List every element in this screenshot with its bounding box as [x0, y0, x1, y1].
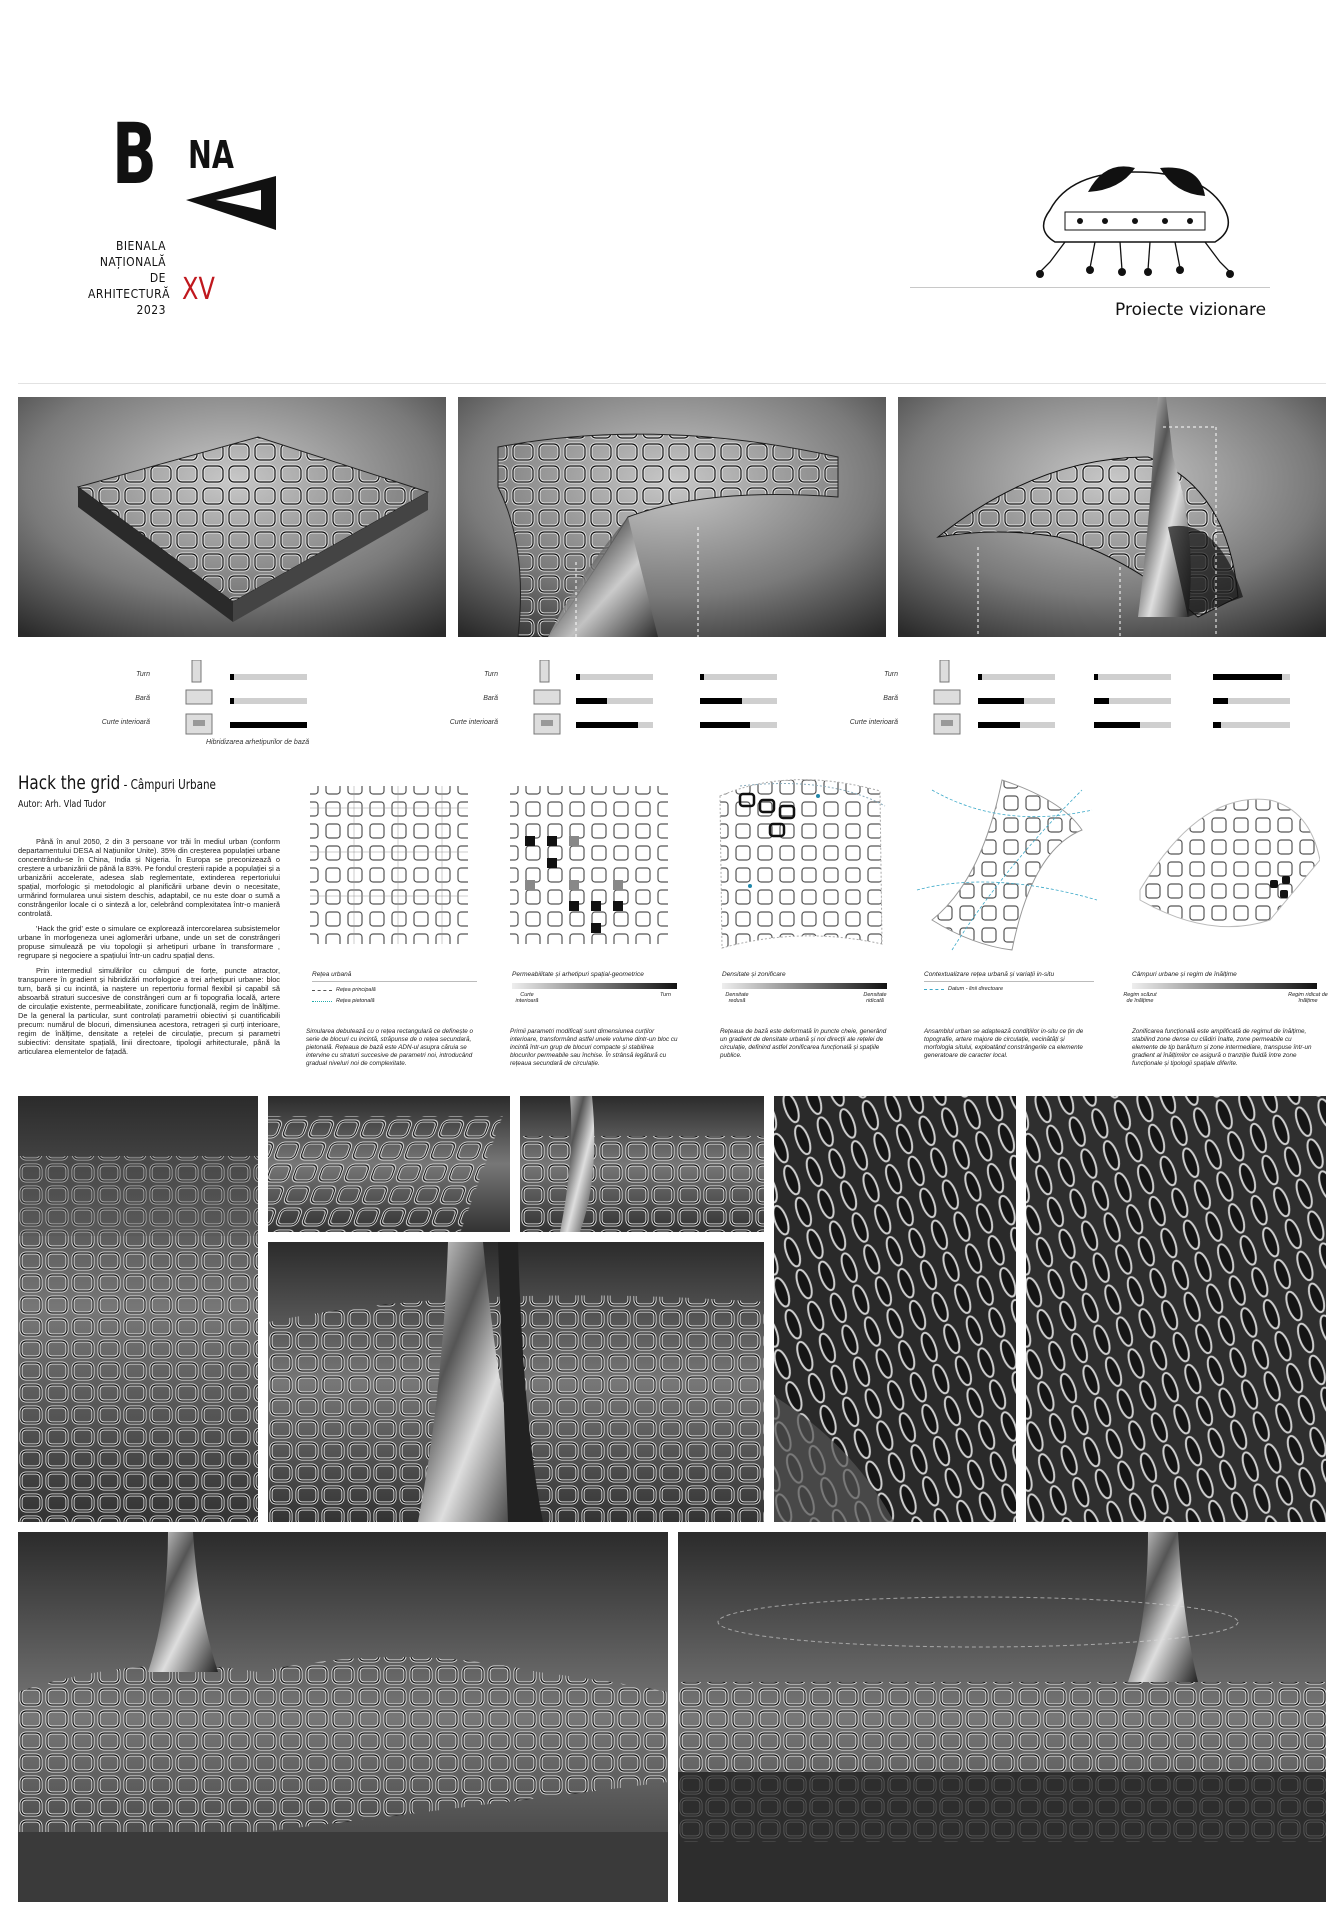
bar-fill: [230, 698, 234, 704]
bar-fill: [1213, 698, 1228, 704]
description-paragraph: Prin intermediul simulărilor cu câmpuri de forțe, puncte atractor, transpunere în gradient și hibridizări morfologice a trei arhetipuri urbane: bloc turn, bară și cu incintă, ia naștere un repertoriu formal flexibil și capabil să absoarbă straturi succesive de constrângeri cum ar fi topografia locală, artere de circulație existente, permeabilitate, zonificare funcțională, regim de înălțime. De la general la particular, sunt controlați parametrii obiectivi și cuantificabili precum: numărul de blocuri, dimensiunea acestora, retrageri și curți interioare, regim de înălțime, densitate a rețelei de circulație, precum și parametri subiectivi: densitate spațială, linii directoare, tipologii arhitecturale, până la articularea elementelor de fațadă.: [18, 966, 280, 1056]
render-facade-weave-1: [774, 1096, 1016, 1522]
header-divider: [18, 383, 1326, 384]
context-warped-drawing: [912, 770, 1102, 960]
render-grid-initial: [18, 397, 446, 637]
label-underline: [312, 981, 477, 982]
render-tower-closeup: [268, 1242, 764, 1522]
legend-datum: Datum - linii directoare: [948, 986, 1004, 992]
bar-curte: [1094, 722, 1171, 728]
legend-line-main: [312, 990, 332, 991]
bar-fill: [1094, 674, 1098, 680]
bar-turn: [978, 674, 1055, 680]
bar-fill: [978, 698, 1024, 704]
logo-line: NAȚIONALĂ: [99, 255, 166, 269]
typology-chart-3: [838, 655, 1298, 745]
diagram-height-regime: [1120, 770, 1330, 1076]
scale-left: Densitate redusă: [725, 992, 749, 1004]
bar-curte: [700, 722, 777, 728]
legend-main: Rețea principală: [336, 987, 376, 993]
scale-left: Curte interioară: [515, 992, 539, 1004]
typology-chart-2: [438, 655, 778, 745]
logo-a-shape: [186, 176, 276, 230]
diagram-label: Câmpuri urbane și regim de înălțime: [1132, 971, 1237, 978]
legend-pedestrian: Rețea pietonală: [336, 998, 375, 1004]
height-field-drawing: [1120, 770, 1320, 960]
bar-fill: [700, 722, 750, 728]
diagram-caption: Rețeaua de bază este deformată în puncte cheie, generând un gradient de densitate urbană și noi direcții ale rețelei de circulație, definind astfel zonificarea funcțională și spațiile publice.: [720, 1028, 887, 1059]
category-label: Proiecte vizionare: [1115, 300, 1267, 320]
bar-bara: [576, 698, 653, 704]
logo-line: ARHITECTURĂ: [88, 287, 171, 301]
bar-fill: [700, 698, 742, 704]
logo: [88, 105, 298, 342]
typology-label: Curte interioară: [101, 719, 150, 726]
gradient-scale: [1132, 983, 1317, 989]
logo-xv: XV: [182, 272, 215, 307]
typology-label: Bară: [883, 695, 898, 702]
typology-label: Curte interioară: [449, 719, 498, 726]
logo-text: [88, 238, 171, 318]
bar-fill: [230, 722, 307, 728]
bar-curte: [576, 722, 653, 728]
diagram-caption: Simularea debutează cu o rețea rectangulară ce definește o serie de blocuri cu incintă, străpunse de o rețea secundară, pietonală. Rețeaua de bază este ADN-ul asupra căruia se intervine cu straturi succesive de parametri noi, introducând gradual niveluri noi de complexitate.: [306, 1028, 473, 1067]
diagram-caption: Ansamblul urban se adaptează condițiilor in-situ ce țin de topografie, artere majore de circulație, vecinătăți și morfologia sitului, exploatând constrângerile ca elemente generatoare de caracter local.: [924, 1028, 1084, 1059]
description-paragraph: 'Hack the grid' este o simulare ce explorează intercorelarea subsistemelor urbane în morfogeneza unei aglomerări urbane, unde un set de constrângeri propuse simulează pe viu topologii și arhetipuri urbane în transformare , regrupare și negociere a spațiului într-un cadru spațial dens.: [18, 924, 280, 960]
diagram-contextualization: [912, 770, 1102, 1076]
bar-curte: [230, 722, 307, 728]
typology-label: Turn: [136, 671, 150, 678]
diagram-urban-network: [300, 776, 480, 1076]
render-cityscape-1: [18, 1532, 668, 1902]
bar-bara: [978, 698, 1055, 704]
scale-right: Turn: [660, 992, 671, 998]
diagram-label: Contextualizare rețea urbană și variații in-situ: [924, 971, 1055, 978]
render-closeup-field: [18, 1096, 258, 1522]
bar-fill: [230, 674, 234, 680]
render-grid-tower: [898, 397, 1326, 637]
scale-right: Regim ridicat de înălțime: [1288, 992, 1328, 1004]
gradient-scale: [722, 983, 887, 989]
render-detail-blocks-2: [520, 1096, 764, 1232]
bar-fill: [700, 674, 704, 680]
diagram-permeability: [500, 776, 680, 1076]
project-author: Autor: Arh. Vlad Tudor: [18, 799, 106, 810]
gradient-scale: [512, 983, 677, 989]
network-grid-drawing: [300, 776, 480, 956]
diagram-label: Rețea urbană: [312, 971, 352, 978]
render-facade-weave-2: [1026, 1096, 1326, 1522]
diagram-density: [710, 776, 890, 1076]
logo-letters-na: NA: [188, 133, 234, 177]
bar-fill: [1094, 698, 1109, 704]
bar-fill: [1094, 722, 1140, 728]
bar-fill: [576, 674, 580, 680]
vision-vehicle-illustration: [1010, 150, 1260, 280]
bar-turn: [576, 674, 653, 680]
typology-label: Curte interioară: [849, 719, 898, 726]
project-subtitle: - Câmpuri Urbane: [120, 778, 216, 793]
label-underline: [924, 981, 1094, 982]
archetype-icons: [932, 660, 966, 740]
bar-fill: [1213, 674, 1282, 680]
bar-turn: [230, 674, 307, 680]
bar-bara: [1213, 698, 1290, 704]
density-grid-drawing: [710, 776, 890, 956]
typology-label: Turn: [884, 671, 898, 678]
project-title-main: Hack the grid: [18, 772, 121, 794]
bar-fill: [576, 722, 638, 728]
logo-letter-b: B: [112, 105, 156, 203]
bar-fill: [1213, 722, 1221, 728]
typology-note: Hibridizarea arhetipurilor de bază: [206, 739, 310, 746]
typology-label: Bară: [483, 695, 498, 702]
bar-fill: [978, 722, 1020, 728]
bar-curte: [978, 722, 1055, 728]
typology-label: Turn: [484, 671, 498, 678]
archetype-icons: [184, 660, 218, 740]
description-paragraph: Până în anul 2050, 2 din 3 persoane vor trăi în mediul urban (conform departamentului DESA al Națiunilor Unite). 35% din creșterea populației urbane concentrându-se în China, India și Nigeria. În Europa se preconizează o creștere a urbanizării de până la 83%. Pe fondul creșterii rapide a populației și a urbanizării accelerate, adesea slab reglementate, extinderea repertoriului spațial, morfologic și metodologic al planificării urbane devin o necesitate, urmărind formularea unui sistem deschis, adaptabil, ce nu este doar o sumă a constrângerilor locale ci o sinteză a lor, celebrând complexitatea într-o manieră controlată.: [18, 837, 280, 918]
render-grid-deformed: [458, 397, 886, 637]
scale-right: Densitate ridicată: [863, 992, 887, 1004]
legend-line-datum: [924, 989, 944, 990]
bar-bara: [230, 698, 307, 704]
render-detail-blocks-1: [268, 1096, 510, 1232]
vehicle-baseline: [910, 287, 1270, 288]
bar-bara: [700, 698, 777, 704]
bar-bara: [1094, 698, 1171, 704]
bar-curte: [1213, 722, 1290, 728]
bar-turn: [1213, 674, 1290, 680]
bar-fill: [576, 698, 607, 704]
diagram-label: Densitate și zonificare: [722, 971, 786, 978]
bar-turn: [700, 674, 777, 680]
legend-line-pedestrian: [312, 1001, 332, 1002]
project-title: [18, 772, 216, 794]
project-description: [18, 837, 280, 1062]
scale-left: Regim scăzut de înălțime: [1123, 992, 1157, 1004]
permeability-grid-drawing: [500, 776, 680, 956]
diagram-caption: Zonificarea funcțională este amplificată de regimul de înălțime, stabilind zone dense cu clădiri înalte, zone permeabile cu elemente de tip bară/turn și zone intermediare, transpuse într-un gradient al înălțimilor ce asigură o tranziție fluidă între zone funcționale și tipologii spațiale diferite.: [1132, 1028, 1312, 1067]
render-cityscape-2: [678, 1532, 1326, 1902]
logo-line: 2023: [136, 303, 166, 317]
bar-turn: [1094, 674, 1171, 680]
logo-line: DE: [149, 271, 166, 285]
typology-chart-1: [90, 655, 320, 745]
diagram-label: Permeabilitate și arhetipuri spațial-geometrice: [512, 971, 644, 978]
diagram-caption: Primii parametri modificați sunt dimensiunea curților interioare, transformând astfel unele volume dintr-un bloc cu incintă într-un grup de blocuri compacte și stabilirea blocurilor permeabile sau închise. În strânsă legătură cu rețeaua secundară de circulație.: [510, 1028, 678, 1067]
typology-label: Bară: [135, 695, 150, 702]
bar-fill: [978, 674, 982, 680]
archetype-icons: [532, 660, 566, 740]
logo-line: BIENALA: [115, 239, 166, 253]
